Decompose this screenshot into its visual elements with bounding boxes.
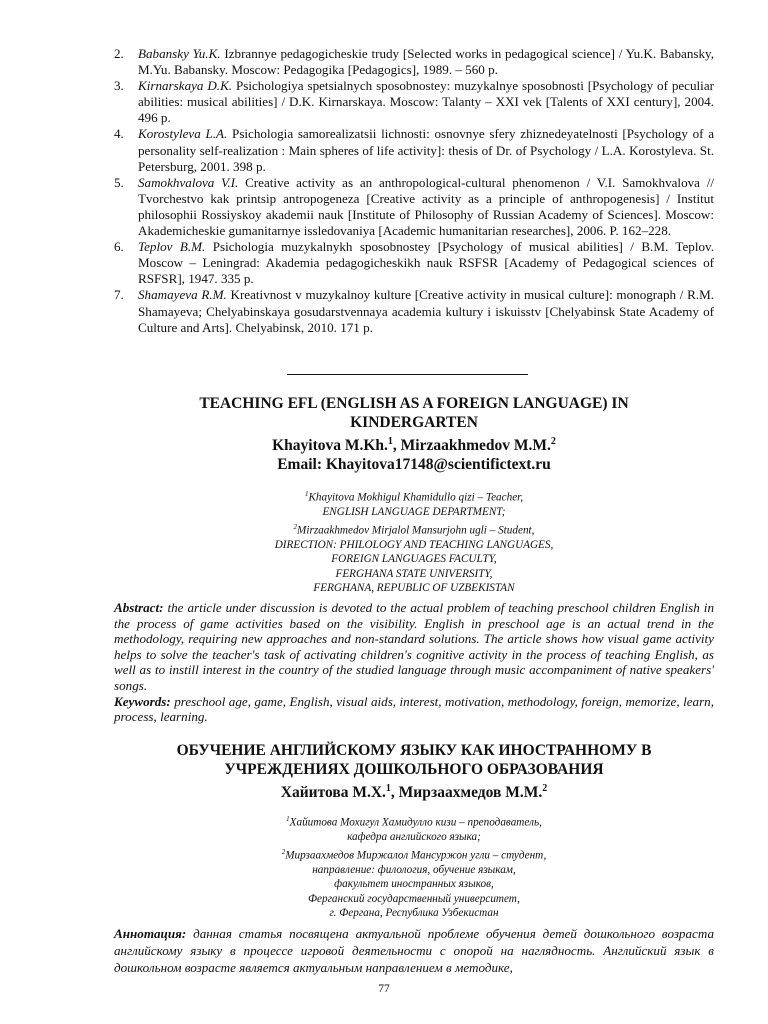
reference-text: Psichologiya spetsialnych sposobnostey: muzykalnye sposobnosti [Psychology of peculiar abilities: musical abilities] / D.K. Kirnarskaya. Moscow: Talanty – XXI vek [Talents of XXI century], 2004. 496 p. (138, 78, 714, 126)
reference-body (138, 175, 714, 239)
reference-item (114, 175, 714, 239)
author-name: Mirzaakhmedov M.M. (400, 437, 551, 455)
reference-body (138, 287, 714, 335)
affiliation-line: $^1$Khayitova Mokhigul Khamidullo qizi – Teacher, (304, 490, 524, 504)
abstract-english (114, 600, 714, 725)
reference-author: Teplov B.M. (138, 239, 206, 255)
title-line: KINDERGARTEN (350, 414, 478, 431)
affiliation-line: Ферганский государственный университет, (308, 892, 520, 905)
reference-text: Psichologia muzykalnykh sposobnostey [Psychology of musical abilities] / B.M. Teplov. Moscow – Leningrad: Akademia pedagogicheskikh nauk RSFSR [Academy of Pedagogical sciences of RSFSR], 1947. 335 p. (138, 239, 714, 287)
reference-number: 7. (114, 287, 124, 303)
reference-item (114, 78, 714, 126)
title-line: УЧРЕЖДЕНИЯХ ДОШКОЛЬНОГО ОБРАЗОВАНИЯ (224, 761, 604, 778)
reference-text: Kreativnost v muzykalnoy kulture [Creative activity in musical culture]: monograph / R.M. Shamayeva; Chelyabinskaya gosudarstvennaya academia kultury i iskuisstv [Chelyabinsk State Academy of Culture and Arts]. Chelyabinsk, 2010. 171 p. (138, 287, 714, 335)
keywords-paragraph (114, 694, 714, 725)
affiliation-sup: 1 (304, 490, 309, 498)
affiliation-line: FOREIGN LANGUAGES FACULTY, (331, 553, 497, 566)
article-title-english (114, 394, 714, 474)
affiliation-english (114, 487, 714, 595)
affiliation-line: направление: филология, обучение языкам, (312, 863, 516, 876)
abstract-paragraph (114, 600, 714, 694)
reference-author: Shamayeva R.M. (138, 287, 227, 303)
abstract-russian (114, 925, 714, 976)
reference-item (114, 126, 714, 174)
affiliation-line: $^2$Mirzaakhmedov Mirjalol Mansurjohn ugli – Student, (293, 522, 535, 537)
authors-english (114, 432, 714, 455)
reference-author: Babansky Yu.K. (138, 46, 221, 61)
author-email: Email: Khayitova17148@scientifictext.ru (277, 456, 551, 474)
annotation-text: данная статья посвящена актуальной проблеме обучения детей дошкольного возраста английскому языку в процессе игровой деятельности с опорой на наглядность. Английский язык в дошкольном возрасте является актуальным направлением в методике, (114, 926, 714, 975)
affiliation-line: $^1$Хайитова Мохигул Хамидулло кизи – преподаватель, (286, 815, 542, 829)
affiliation-sup: 2 (293, 522, 298, 531)
reference-item (114, 46, 714, 78)
page-number: 77 (378, 983, 390, 995)
affiliation-line: DIRECTION: PHILOLOGY AND TEACHING LANGUAGES, (274, 538, 554, 551)
reference-author: Korostyleva L.A. (138, 126, 228, 142)
section-divider (287, 374, 528, 375)
reference-number: 4. (114, 126, 124, 142)
reference-text: Creative activity as an anthropological-cultural phenomenon / V.I. Samokhvalova // Tvorchestvo kak printsip antropogeneza [Creative activity as a principle of anthropogenesis] / Institut philosophii Rossiyskoy akademii nauk [Institute of Philosophy of Russian Academy of Sciences]. Moscow: Akademicheskie gumanitarnye issledovaniya [Academic humanitarian researches], 2006. P. 162–228. (138, 174, 714, 239)
author-separator: , (392, 437, 401, 455)
reference-number: 2. (114, 46, 124, 61)
author-sup: 2 (542, 783, 548, 794)
authors-russian (114, 779, 714, 802)
author-name: Хайитова М.Х. (280, 784, 386, 802)
title-line: ОБУЧЕНИЕ АНГЛИЙСКОМУ ЯЗЫКУ КАК ИНОСТРАННОМУ В (176, 742, 652, 759)
affiliation-line: г. Фергана, Республика Узбекистан (329, 906, 499, 919)
reference-item (114, 287, 714, 335)
affiliation-line: $^2$Мирзаахмедов Миржалол Мансуржон угли – студент, (281, 847, 547, 862)
reference-text: Psichologia samorealizatsii lichnosti: osnovnye sfery zhiznedeyatelnosti [Psychology of a personality self-realization : Main spheres of life activity]: thesis of Dr. of Psychology / L.A. Korostyleva. St. Petersburg, 2001. 398 p. (138, 126, 715, 174)
affiliation-line: факультет иностранных языков, (334, 878, 494, 891)
abstract-label: Abstract: (114, 600, 164, 615)
reference-number: 6. (114, 239, 124, 255)
affiliation-russian (114, 812, 714, 920)
affiliation-sup: 1 (286, 815, 290, 823)
reference-body (138, 46, 714, 78)
reference-number: 5. (114, 174, 124, 190)
keywords-text: preschool age, game, English, visual aids, interest, motivation, methodology, foreign, memorize, learn, process, learning. (114, 693, 714, 725)
reference-body (138, 126, 714, 174)
keywords-label: Keywords: (114, 693, 171, 709)
abstract-text: the article under discussion is devoted to the actual problem of teaching preschool children English in the process of game activities based on the visibility. English in preschool age is an actual trend in the methodology, requiring new approaches and non-standard solutions. The article shows how visual game activity helps to solve the teacher's task of activating children's cognitive activity in the process of teaching English, as well as to instill interest in the country of the studied language through music accompaniment of native speakers' songs. (114, 600, 714, 693)
affiliation-sup: 2 (281, 847, 286, 856)
annotation-label: Аннотация: (114, 926, 187, 941)
author-sup: 2 (550, 436, 556, 447)
author-name: Мирзаахмедов М.М. (398, 784, 543, 802)
reference-number: 3. (114, 78, 124, 94)
reference-text: Izbrannye pedagogicheskie trudy [Selected works in pedagogical science] / Yu.K. Babansky, M.Yu. Babansky. Moscow: Pedagogika [Pedagogics], 1989. – 560 p. (138, 46, 714, 78)
author-sup: 1 (385, 783, 391, 794)
reference-body (138, 78, 714, 126)
author-separator: , (390, 784, 399, 802)
reference-list (114, 46, 714, 336)
author-name: Khayitova M.Kh. (272, 437, 388, 455)
reference-item (114, 239, 714, 287)
affiliation-line: кафедра английского языка; (347, 831, 481, 844)
affiliation-line: ENGLISH LANGUAGE DEPARTMENT; (322, 506, 506, 519)
reference-author: Kirnarskaya D.K. (138, 78, 233, 94)
reference-body (138, 239, 714, 287)
reference-author: Samokhvalova V.I. (138, 174, 239, 190)
affiliation-line: FERGHANA, REPUBLIC OF UZBEKISTAN (313, 581, 515, 594)
affiliation-line: FERGHANA STATE UNIVERSITY, (335, 567, 493, 580)
author-sup: 1 (387, 436, 393, 447)
article-title-russian (114, 741, 714, 802)
title-line: TEACHING EFL (ENGLISH AS A FOREIGN LANGUAGE) IN (199, 395, 629, 412)
